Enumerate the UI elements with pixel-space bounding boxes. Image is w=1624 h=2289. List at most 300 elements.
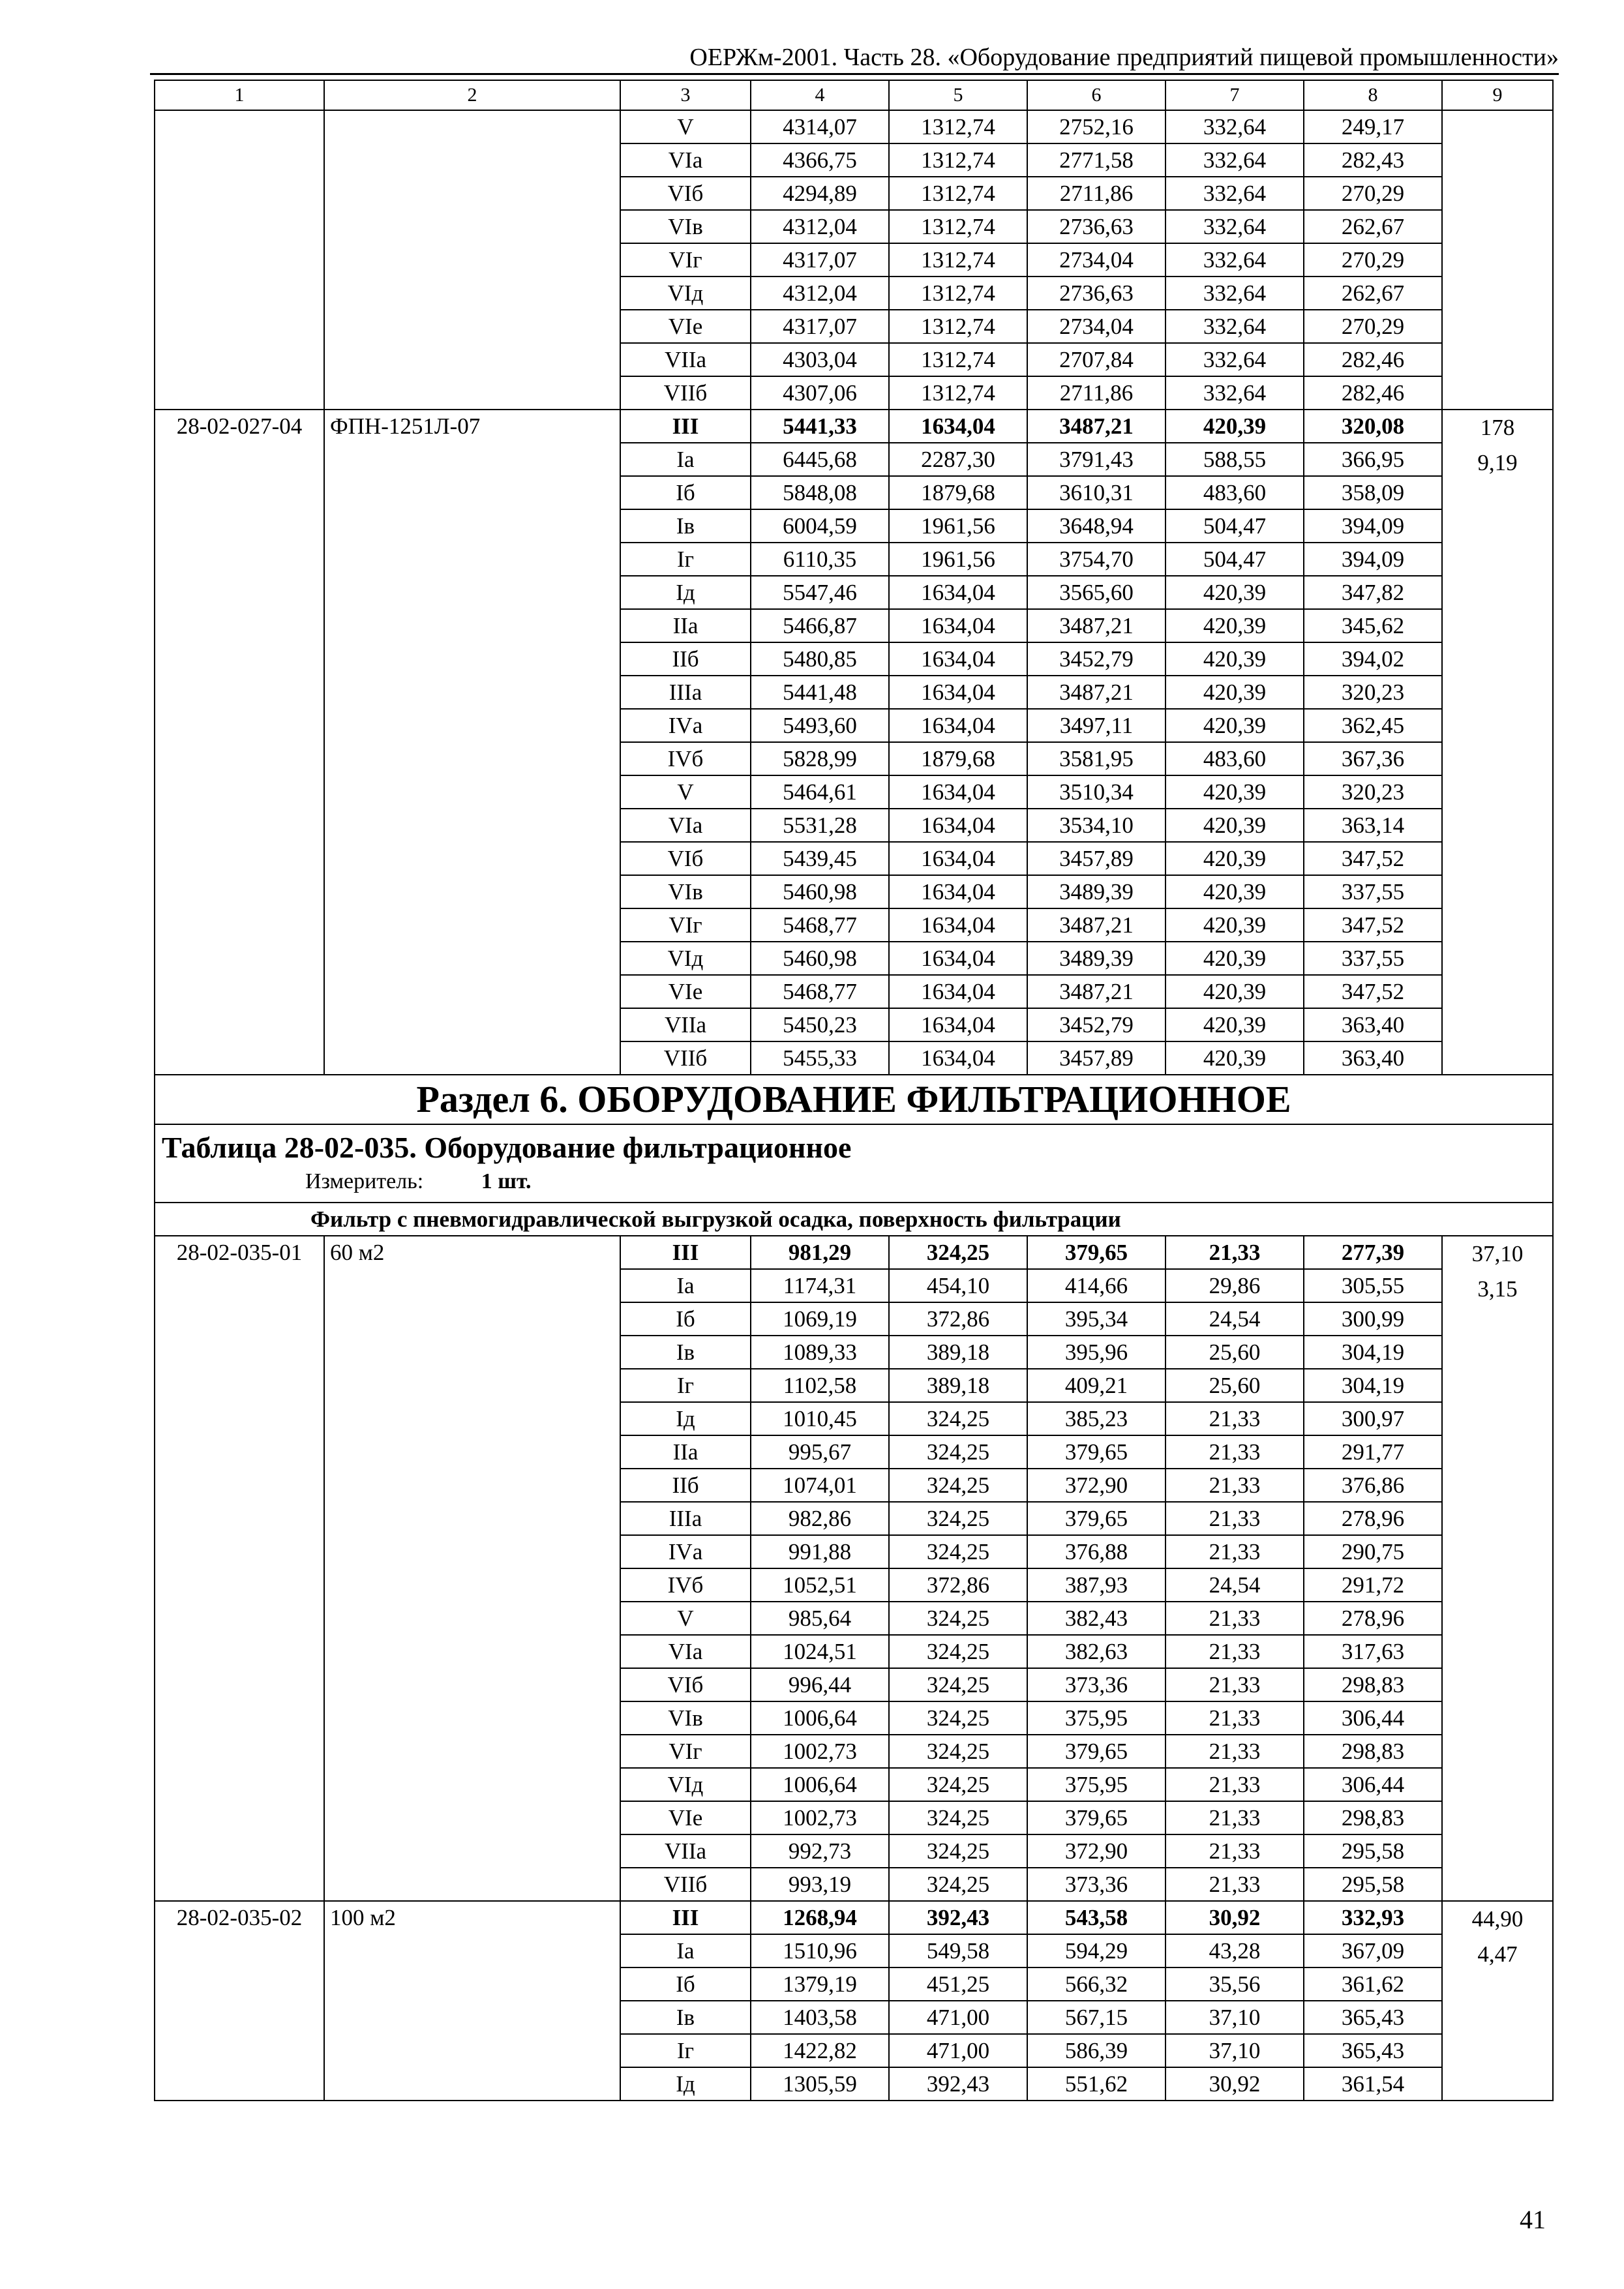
- machinist-wages-cell: 420,39: [1165, 1041, 1304, 1075]
- wages-cell: 372,86: [889, 1568, 1027, 1602]
- total-cell: 1006,64: [751, 1768, 889, 1801]
- machinist-wages-cell: 29,86: [1165, 1269, 1304, 1302]
- total-cell: 5848,08: [751, 476, 889, 509]
- materials-cell: 300,97: [1304, 1402, 1442, 1435]
- table-row: [155, 110, 1553, 143]
- machinist-wages-cell: 21,33: [1165, 1435, 1304, 1469]
- machines-cell: 594,29: [1027, 1934, 1165, 1967]
- materials-cell: 291,72: [1304, 1568, 1442, 1602]
- materials-cell: 394,09: [1304, 509, 1442, 543]
- column-number: 5: [889, 80, 1027, 110]
- machines-cell: 2707,84: [1027, 343, 1165, 376]
- wages-cell: 324,25: [889, 1801, 1027, 1834]
- meter: [162, 1167, 1546, 1197]
- machinist-wages-cell: 43,28: [1165, 1934, 1304, 1967]
- machinist-wages-cell: 420,39: [1165, 1008, 1304, 1041]
- machinist-wages-cell: 420,39: [1165, 775, 1304, 809]
- class-cell: VIе: [620, 310, 751, 343]
- wages-cell: 372,86: [889, 1302, 1027, 1336]
- machines-cell: 382,43: [1027, 1602, 1165, 1635]
- wages-cell: 324,25: [889, 1535, 1027, 1568]
- machinist-wages-cell: 420,39: [1165, 942, 1304, 975]
- machinist-wages-cell: 332,64: [1165, 243, 1304, 277]
- class-cell: IIа: [620, 609, 751, 642]
- total-cell: 6445,68: [751, 443, 889, 476]
- total-cell: 1006,64: [751, 1701, 889, 1735]
- machinist-wages-cell: 35,56: [1165, 1967, 1304, 2001]
- wages-cell: 1634,04: [889, 1041, 1027, 1075]
- wages-cell: 471,00: [889, 2001, 1027, 2034]
- labor-cost-cell: [1442, 410, 1553, 1075]
- materials-cell: 363,14: [1304, 809, 1442, 842]
- class-cell: VIд: [620, 1768, 751, 1801]
- class-cell: VIа: [620, 809, 751, 842]
- wages-cell: 392,43: [889, 1901, 1027, 1934]
- machinist-wages-cell: 332,64: [1165, 110, 1304, 143]
- machines-cell: 379,65: [1027, 1502, 1165, 1535]
- machinist-wages-cell: 24,54: [1165, 1568, 1304, 1602]
- meter-label: Измеритель:: [305, 1169, 424, 1193]
- materials-cell: 347,52: [1304, 908, 1442, 942]
- class-cell: VIб: [620, 1668, 751, 1701]
- class-cell: VIа: [620, 1635, 751, 1668]
- machinist-wages-cell: 332,64: [1165, 177, 1304, 210]
- materials-cell: 304,19: [1304, 1336, 1442, 1369]
- class-cell: IVа: [620, 709, 751, 742]
- materials-cell: 320,08: [1304, 410, 1442, 443]
- materials-cell: 298,83: [1304, 1801, 1442, 1834]
- total-cell: 4312,04: [751, 210, 889, 243]
- materials-cell: 282,46: [1304, 376, 1442, 410]
- total-cell: 1510,96: [751, 1934, 889, 1967]
- item-name: 60 м2: [324, 1236, 620, 1901]
- machinist-wages-cell: 504,47: [1165, 509, 1304, 543]
- class-cell: IVб: [620, 1568, 751, 1602]
- table-head-row: [155, 1124, 1553, 1203]
- machines-cell: 414,66: [1027, 1269, 1165, 1302]
- materials-cell: 345,62: [1304, 609, 1442, 642]
- wages-cell: 1312,74: [889, 110, 1027, 143]
- machinist-wages-cell: 420,39: [1165, 676, 1304, 709]
- materials-cell: 277,39: [1304, 1236, 1442, 1269]
- machines-cell: 2736,63: [1027, 210, 1165, 243]
- materials-cell: 361,62: [1304, 1967, 1442, 2001]
- class-cell: VIIа: [620, 1008, 751, 1041]
- class-cell: VIд: [620, 942, 751, 975]
- materials-cell: 363,40: [1304, 1008, 1442, 1041]
- total-cell: 5480,85: [751, 642, 889, 676]
- column-number-row: [155, 80, 1553, 110]
- total-cell: 6004,59: [751, 509, 889, 543]
- machines-cell: 3791,43: [1027, 443, 1165, 476]
- machinist-labor-value: 3,15: [1477, 1276, 1518, 1302]
- total-cell: 5466,87: [751, 609, 889, 642]
- total-cell: 5441,33: [751, 410, 889, 443]
- total-cell: 5828,99: [751, 742, 889, 775]
- column-number: 9: [1442, 80, 1553, 110]
- machines-cell: 373,36: [1027, 1668, 1165, 1701]
- wages-cell: 324,25: [889, 1768, 1027, 1801]
- total-cell: 1403,58: [751, 2001, 889, 2034]
- materials-cell: 270,29: [1304, 310, 1442, 343]
- total-cell: 1052,51: [751, 1568, 889, 1602]
- wages-cell: 392,43: [889, 2067, 1027, 2101]
- total-cell: 993,19: [751, 1868, 889, 1901]
- machinist-wages-cell: 420,39: [1165, 842, 1304, 875]
- item-block-28-02-035-02: [155, 1901, 1553, 2101]
- wages-cell: 1312,74: [889, 376, 1027, 410]
- wages-cell: 1634,04: [889, 609, 1027, 642]
- wages-cell: 1634,04: [889, 676, 1027, 709]
- machinist-wages-cell: 420,39: [1165, 576, 1304, 609]
- machinist-wages-cell: 21,33: [1165, 1768, 1304, 1801]
- materials-cell: 298,83: [1304, 1735, 1442, 1768]
- section-block: [155, 1075, 1553, 1236]
- materials-cell: 365,43: [1304, 2034, 1442, 2067]
- machines-cell: 385,23: [1027, 1402, 1165, 1435]
- wages-cell: 1634,04: [889, 709, 1027, 742]
- materials-cell: 367,36: [1304, 742, 1442, 775]
- wages-cell: 1312,74: [889, 277, 1027, 310]
- class-cell: VIе: [620, 975, 751, 1008]
- total-cell: 1305,59: [751, 2067, 889, 2101]
- class-cell: III: [620, 1236, 751, 1269]
- machinist-wages-cell: 21,33: [1165, 1668, 1304, 1701]
- total-cell: 4366,75: [751, 143, 889, 177]
- labor-cost-value: 44,90: [1471, 1906, 1524, 1932]
- labor-cost-cell: [1442, 110, 1553, 410]
- machines-cell: 3457,89: [1027, 1041, 1165, 1075]
- wages-cell: 324,25: [889, 1602, 1027, 1635]
- machinist-wages-cell: 21,33: [1165, 1402, 1304, 1435]
- machinist-wages-cell: 37,10: [1165, 2034, 1304, 2067]
- machines-cell: 3487,21: [1027, 609, 1165, 642]
- class-cell: VIд: [620, 277, 751, 310]
- materials-cell: 306,44: [1304, 1701, 1442, 1735]
- machinist-wages-cell: 21,33: [1165, 1834, 1304, 1868]
- wages-cell: 324,25: [889, 1834, 1027, 1868]
- materials-cell: 362,45: [1304, 709, 1442, 742]
- wages-cell: 1879,68: [889, 742, 1027, 775]
- total-cell: 1002,73: [751, 1801, 889, 1834]
- total-cell: 5455,33: [751, 1041, 889, 1075]
- class-cell: VIIб: [620, 1041, 751, 1075]
- machines-cell: 3452,79: [1027, 1008, 1165, 1041]
- page-header-title: ОЕРЖм-2001. Часть 28. «Оборудование предприятий пищевой промышленности»: [689, 44, 1559, 71]
- machines-cell: 382,63: [1027, 1635, 1165, 1668]
- group-title: Фильтр с пневмогидравлической выгрузкой осадка, поверхность фильтрации: [155, 1203, 1553, 1236]
- wages-cell: 324,25: [889, 1502, 1027, 1535]
- machinist-wages-cell: 483,60: [1165, 742, 1304, 775]
- column-number: 7: [1165, 80, 1304, 110]
- wages-cell: 324,25: [889, 1435, 1027, 1469]
- materials-cell: 278,96: [1304, 1502, 1442, 1535]
- wages-cell: 549,58: [889, 1934, 1027, 1967]
- materials-cell: 262,67: [1304, 210, 1442, 243]
- wages-cell: 454,10: [889, 1269, 1027, 1302]
- materials-cell: 291,77: [1304, 1435, 1442, 1469]
- total-cell: 4317,07: [751, 243, 889, 277]
- item-code: 28-02-035-02: [155, 1901, 324, 2101]
- continuation-block: [155, 110, 1553, 410]
- materials-cell: 320,23: [1304, 775, 1442, 809]
- materials-cell: 394,02: [1304, 642, 1442, 676]
- machinist-wages-cell: 25,60: [1165, 1369, 1304, 1402]
- machines-cell: 2711,86: [1027, 376, 1165, 410]
- labor-cost-cell: [1442, 1236, 1553, 1901]
- materials-cell: 358,09: [1304, 476, 1442, 509]
- total-cell: 1069,19: [751, 1302, 889, 1336]
- table-title: Таблица 28-02-035. Оборудование фильтрационное: [162, 1131, 852, 1164]
- wages-cell: 1312,74: [889, 143, 1027, 177]
- materials-cell: 290,75: [1304, 1535, 1442, 1568]
- machinist-wages-cell: 24,54: [1165, 1302, 1304, 1336]
- total-cell: 4294,89: [751, 177, 889, 210]
- machinist-wages-cell: 332,64: [1165, 343, 1304, 376]
- class-cell: VIIа: [620, 343, 751, 376]
- labor-cost-value: 178: [1480, 415, 1515, 440]
- materials-cell: 363,40: [1304, 1041, 1442, 1075]
- machines-cell: 3754,70: [1027, 543, 1165, 576]
- wages-cell: 324,25: [889, 1701, 1027, 1735]
- machinist-wages-cell: 420,39: [1165, 975, 1304, 1008]
- item-block-28-02-035-01: [155, 1236, 1553, 1901]
- machines-cell: 375,95: [1027, 1701, 1165, 1735]
- wages-cell: 389,18: [889, 1369, 1027, 1402]
- machines-cell: 373,36: [1027, 1868, 1165, 1901]
- machines-cell: 2736,63: [1027, 277, 1165, 310]
- machines-cell: 551,62: [1027, 2067, 1165, 2101]
- column-number: 6: [1027, 80, 1165, 110]
- class-cell: Iв: [620, 509, 751, 543]
- total-cell: 4312,04: [751, 277, 889, 310]
- wages-cell: 1961,56: [889, 509, 1027, 543]
- total-cell: 985,64: [751, 1602, 889, 1635]
- table-head: [155, 1124, 1553, 1203]
- class-cell: III: [620, 1901, 751, 1934]
- machines-cell: 2711,86: [1027, 177, 1165, 210]
- wages-cell: 324,25: [889, 1735, 1027, 1768]
- total-cell: 1422,82: [751, 2034, 889, 2067]
- class-cell: IVб: [620, 742, 751, 775]
- item-block-28-02-027-04: [155, 410, 1553, 1075]
- class-cell: Iг: [620, 2034, 751, 2067]
- wages-cell: 1634,04: [889, 942, 1027, 975]
- item-code: 28-02-035-01: [155, 1236, 324, 1901]
- class-cell: IIа: [620, 1435, 751, 1469]
- machines-cell: 372,90: [1027, 1834, 1165, 1868]
- class-cell: Iд: [620, 576, 751, 609]
- empty-name-cell: [324, 110, 620, 410]
- total-cell: 5468,77: [751, 908, 889, 942]
- total-cell: 4317,07: [751, 310, 889, 343]
- total-cell: 5464,61: [751, 775, 889, 809]
- class-cell: IIIа: [620, 676, 751, 709]
- item-code: 28-02-027-04: [155, 410, 324, 1075]
- machines-cell: 3487,21: [1027, 908, 1165, 942]
- class-cell: VIв: [620, 875, 751, 908]
- class-cell: VIг: [620, 243, 751, 277]
- total-cell: 5439,45: [751, 842, 889, 875]
- materials-cell: 376,86: [1304, 1469, 1442, 1502]
- materials-cell: 282,46: [1304, 343, 1442, 376]
- materials-cell: 306,44: [1304, 1768, 1442, 1801]
- total-cell: 992,73: [751, 1834, 889, 1868]
- machines-cell: 3487,21: [1027, 410, 1165, 443]
- class-cell: VIв: [620, 1701, 751, 1735]
- machines-cell: 3489,39: [1027, 875, 1165, 908]
- class-cell: VIе: [620, 1801, 751, 1834]
- class-cell: V: [620, 1602, 751, 1635]
- class-cell: Iа: [620, 1934, 751, 1967]
- wages-cell: 451,25: [889, 1967, 1027, 2001]
- machinist-wages-cell: 30,92: [1165, 2067, 1304, 2101]
- machinist-wages-cell: 37,10: [1165, 2001, 1304, 2034]
- machinist-labor-value: 4,47: [1477, 1941, 1518, 1967]
- materials-cell: 332,93: [1304, 1901, 1442, 1934]
- total-cell: 996,44: [751, 1668, 889, 1701]
- materials-cell: 347,52: [1304, 975, 1442, 1008]
- section-row: [155, 1075, 1553, 1124]
- materials-cell: 295,58: [1304, 1868, 1442, 1901]
- class-cell: IIIа: [620, 1502, 751, 1535]
- class-cell: Iб: [620, 1302, 751, 1336]
- empty-code-cell: [155, 110, 324, 410]
- table-row: [155, 1236, 1553, 1269]
- materials-cell: 305,55: [1304, 1269, 1442, 1302]
- machines-cell: 3487,21: [1027, 676, 1165, 709]
- machines-cell: 376,88: [1027, 1535, 1165, 1568]
- machines-cell: 379,65: [1027, 1801, 1165, 1834]
- materials-cell: 295,58: [1304, 1834, 1442, 1868]
- class-cell: Iб: [620, 476, 751, 509]
- meter-value: 1 шт.: [481, 1169, 532, 1193]
- materials-cell: 361,54: [1304, 2067, 1442, 2101]
- machinist-wages-cell: 483,60: [1165, 476, 1304, 509]
- total-cell: 5531,28: [751, 809, 889, 842]
- total-cell: 1379,19: [751, 1967, 889, 2001]
- machinist-wages-cell: 21,33: [1165, 1868, 1304, 1901]
- machinist-wages-cell: 332,64: [1165, 277, 1304, 310]
- machines-cell: 3452,79: [1027, 642, 1165, 676]
- materials-cell: 262,67: [1304, 277, 1442, 310]
- machinist-wages-cell: 420,39: [1165, 609, 1304, 642]
- materials-cell: 270,29: [1304, 243, 1442, 277]
- column-number: 2: [324, 80, 620, 110]
- total-cell: 995,67: [751, 1435, 889, 1469]
- total-cell: 1002,73: [751, 1735, 889, 1768]
- class-cell: Iа: [620, 443, 751, 476]
- materials-cell: 367,09: [1304, 1934, 1442, 1967]
- wages-cell: 1634,04: [889, 775, 1027, 809]
- total-cell: 1174,31: [751, 1269, 889, 1302]
- materials-cell: 337,55: [1304, 942, 1442, 975]
- machinist-wages-cell: 21,33: [1165, 1236, 1304, 1269]
- class-cell: Iа: [620, 1269, 751, 1302]
- item-name: 100 м2: [324, 1901, 620, 2101]
- class-cell: VIг: [620, 1735, 751, 1768]
- table-row: [155, 410, 1553, 443]
- wages-cell: 324,25: [889, 1236, 1027, 1269]
- rates-table: [154, 80, 1554, 2101]
- machinist-labor-value: 9,19: [1477, 449, 1518, 475]
- class-cell: III: [620, 410, 751, 443]
- wages-cell: 1634,04: [889, 975, 1027, 1008]
- total-cell: 5493,60: [751, 709, 889, 742]
- machinist-wages-cell: 21,33: [1165, 1735, 1304, 1768]
- class-cell: Iд: [620, 2067, 751, 2101]
- wages-cell: 1634,04: [889, 576, 1027, 609]
- wages-cell: 1634,04: [889, 908, 1027, 942]
- total-cell: 6110,35: [751, 543, 889, 576]
- class-cell: VIб: [620, 842, 751, 875]
- group-title-row: [155, 1203, 1553, 1236]
- machinist-wages-cell: 21,33: [1165, 1469, 1304, 1502]
- column-number: 1: [155, 80, 324, 110]
- wages-cell: 1312,74: [889, 310, 1027, 343]
- machines-cell: 567,15: [1027, 2001, 1165, 2034]
- machines-cell: 3489,39: [1027, 942, 1165, 975]
- class-cell: VIв: [620, 210, 751, 243]
- machines-cell: 2771,58: [1027, 143, 1165, 177]
- class-cell: IVа: [620, 1535, 751, 1568]
- machines-cell: 395,96: [1027, 1336, 1165, 1369]
- header-rule: [150, 73, 1559, 75]
- machines-cell: 543,58: [1027, 1901, 1165, 1934]
- total-cell: 5441,48: [751, 676, 889, 709]
- wages-cell: 1312,74: [889, 343, 1027, 376]
- machines-cell: 379,65: [1027, 1236, 1165, 1269]
- materials-cell: 320,23: [1304, 676, 1442, 709]
- total-cell: 982,86: [751, 1502, 889, 1535]
- materials-cell: 278,96: [1304, 1602, 1442, 1635]
- machinist-wages-cell: 21,33: [1165, 1602, 1304, 1635]
- machines-cell: 566,32: [1027, 1967, 1165, 2001]
- wages-cell: 1634,04: [889, 642, 1027, 676]
- materials-cell: 298,83: [1304, 1668, 1442, 1701]
- total-cell: 5547,46: [751, 576, 889, 609]
- machinist-wages-cell: 420,39: [1165, 410, 1304, 443]
- machinist-wages-cell: 21,33: [1165, 1502, 1304, 1535]
- machines-cell: 372,90: [1027, 1469, 1165, 1502]
- page-number: 41: [1520, 2205, 1546, 2234]
- class-cell: VIIа: [620, 1834, 751, 1868]
- wages-cell: 1634,04: [889, 809, 1027, 842]
- machines-cell: 3648,94: [1027, 509, 1165, 543]
- labor-cost-value: 37,10: [1471, 1241, 1524, 1266]
- class-cell: V: [620, 775, 751, 809]
- materials-cell: 282,43: [1304, 143, 1442, 177]
- materials-cell: 366,95: [1304, 443, 1442, 476]
- wages-cell: 1634,04: [889, 410, 1027, 443]
- class-cell: VIг: [620, 908, 751, 942]
- wages-cell: 324,25: [889, 1668, 1027, 1701]
- machinist-wages-cell: 21,33: [1165, 1535, 1304, 1568]
- total-cell: 5460,98: [751, 875, 889, 908]
- class-cell: VIIб: [620, 376, 751, 410]
- materials-cell: 394,09: [1304, 543, 1442, 576]
- class-cell: VIа: [620, 143, 751, 177]
- machines-cell: 3610,31: [1027, 476, 1165, 509]
- machines-cell: 2752,16: [1027, 110, 1165, 143]
- machinist-wages-cell: 25,60: [1165, 1336, 1304, 1369]
- wages-cell: 1634,04: [889, 1008, 1027, 1041]
- machinist-wages-cell: 21,33: [1165, 1635, 1304, 1668]
- machines-cell: 3534,10: [1027, 809, 1165, 842]
- total-cell: 1074,01: [751, 1469, 889, 1502]
- wages-cell: 2287,30: [889, 443, 1027, 476]
- machines-cell: 379,65: [1027, 1435, 1165, 1469]
